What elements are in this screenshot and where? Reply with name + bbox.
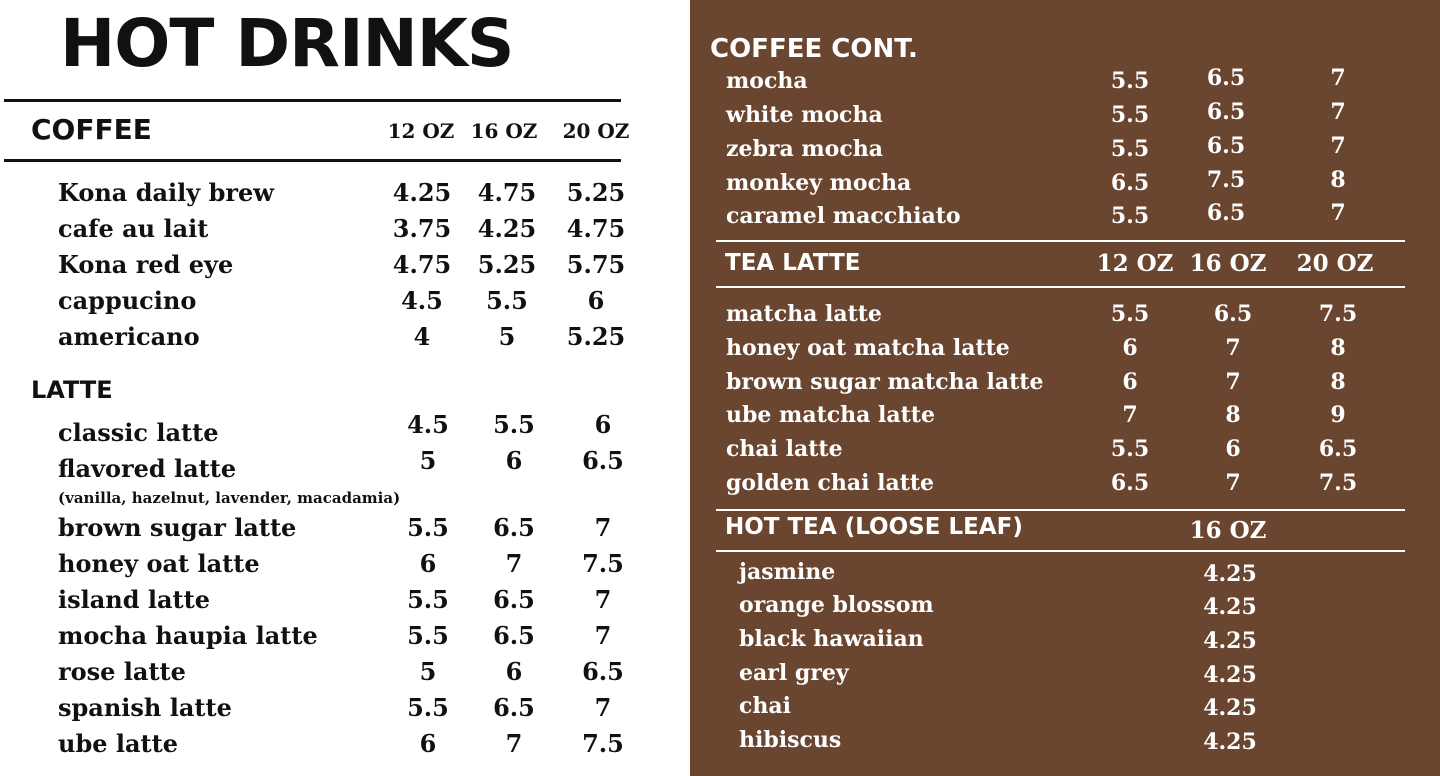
- menu-item: [726, 466, 1426, 500]
- price-20oz: 7.5: [582, 729, 624, 758]
- price-20oz: 7.5: [582, 549, 624, 578]
- price-16oz: 6.5: [493, 513, 535, 542]
- price-12oz: 4.25: [392, 178, 452, 207]
- price-16oz: 6.5: [493, 693, 535, 722]
- price-16oz: 6.5: [1213, 301, 1253, 327]
- menu-item: [58, 284, 658, 318]
- item-name: island latte: [58, 585, 210, 614]
- item-name: monkey mocha: [726, 170, 912, 196]
- price-12oz: 5.5: [407, 621, 449, 650]
- price-20oz: 7: [1330, 65, 1346, 91]
- price-20oz: 8: [1330, 369, 1346, 395]
- item-name: cafe au lait: [58, 214, 209, 243]
- item-name: hibiscus: [739, 727, 842, 753]
- price-12oz: 5.5: [1110, 136, 1150, 162]
- price-12oz: 5: [419, 657, 437, 686]
- item-name: cappucino: [58, 286, 197, 315]
- price-12oz: 5.5: [407, 513, 449, 542]
- item-name: golden chai latte: [726, 470, 935, 496]
- right-menu-panel: [690, 0, 1440, 776]
- price-16oz: 7: [505, 549, 523, 578]
- hot-tea-heading: HOT TEA (LOOSE LEAF): [725, 514, 1023, 540]
- menu-item: [739, 689, 1339, 723]
- item-name: mocha haupia latte: [58, 621, 318, 650]
- menu-item: [726, 365, 1426, 399]
- menu-item: [726, 64, 1426, 98]
- menu-item: [726, 331, 1426, 365]
- flavor-note: (vanilla, hazelnut, lavender, macadamia): [58, 489, 401, 507]
- price-12oz: 5.5: [1110, 436, 1150, 462]
- price-16oz: 4.25: [477, 214, 537, 243]
- price-12oz: 5.5: [407, 585, 449, 614]
- divider: [716, 550, 1405, 552]
- price-16oz: 7: [1225, 335, 1241, 361]
- menu-item: [726, 132, 1426, 166]
- price-16oz: 7: [505, 729, 523, 758]
- price-16oz: 4.25: [1203, 729, 1257, 755]
- divider: [716, 509, 1405, 511]
- price-20oz: 6.5: [1318, 436, 1358, 462]
- price-16oz: 6.5: [493, 621, 535, 650]
- price-16oz: 7.5: [1206, 167, 1246, 193]
- price-20oz: 6: [594, 410, 612, 439]
- price-12oz: 4.5: [401, 286, 443, 315]
- divider: [716, 286, 1405, 288]
- menu-item: [726, 297, 1426, 331]
- menu-item: [58, 212, 658, 246]
- divider: [4, 159, 621, 162]
- item-name: rose latte: [58, 657, 186, 686]
- price-16oz: 4.25: [1203, 662, 1257, 688]
- price-12oz: 6: [419, 729, 437, 758]
- price-16oz: 4.25: [1203, 695, 1257, 721]
- price-12oz: 5.5: [407, 693, 449, 722]
- price-16oz: 5: [498, 322, 516, 351]
- price-20oz: 6.5: [582, 657, 624, 686]
- menu-item: [58, 619, 658, 653]
- price-12oz: 6: [1122, 369, 1138, 395]
- price-20oz: 7: [594, 585, 612, 614]
- price-16oz: 4.25: [1203, 561, 1257, 587]
- size-16oz-header: 16 OZ: [1189, 250, 1267, 277]
- menu-item: [726, 432, 1426, 466]
- price-16oz: 6.5: [1206, 200, 1246, 226]
- price-12oz: 6.5: [1110, 170, 1150, 196]
- price-16oz: 6: [1225, 436, 1241, 462]
- price-20oz: 7: [594, 513, 612, 542]
- page-title: HOT DRINKS: [60, 5, 514, 82]
- price-12oz: 5.5: [1110, 68, 1150, 94]
- price-12oz: 5: [419, 446, 437, 475]
- menu-item: [726, 98, 1426, 132]
- price-16oz: 5.25: [477, 250, 537, 279]
- price-20oz: 7.5: [1318, 301, 1358, 327]
- price-12oz: 5.5: [1110, 102, 1150, 128]
- latte-heading: LATTE: [31, 376, 113, 404]
- menu-item: [58, 248, 658, 282]
- item-name: ube latte: [58, 729, 178, 758]
- menu-item: [58, 320, 658, 354]
- divider: [716, 240, 1405, 242]
- divider: [4, 99, 621, 102]
- item-name: mocha: [726, 68, 808, 94]
- left-menu-panel: [0, 0, 690, 776]
- size-20oz-header: 20 OZ: [1296, 250, 1374, 277]
- menu-item: [58, 727, 658, 761]
- size-12oz-header: 12 OZ: [1096, 250, 1174, 277]
- item-name: Kona red eye: [58, 250, 234, 279]
- item-name: honey oat matcha latte: [726, 335, 1010, 361]
- price-12oz: 3.75: [392, 214, 452, 243]
- item-name: zebra mocha: [726, 136, 883, 162]
- menu-item: [58, 655, 658, 689]
- price-20oz: 8: [1330, 167, 1346, 193]
- menu-item: [739, 555, 1339, 589]
- price-20oz: 7: [594, 693, 612, 722]
- price-12oz: 6: [419, 549, 437, 578]
- price-16oz: 6: [505, 446, 523, 475]
- price-20oz: 5.25: [566, 178, 626, 207]
- menu-item: [739, 656, 1339, 690]
- price-16oz: 6.5: [1206, 65, 1246, 91]
- tea-latte-heading: TEA LATTE: [725, 250, 861, 276]
- price-12oz: 4.75: [392, 250, 452, 279]
- price-16oz: 4.25: [1203, 628, 1257, 654]
- size-16oz-header: 16 OZ: [470, 119, 538, 143]
- price-20oz: 7: [594, 621, 612, 650]
- menu-item: [58, 176, 658, 210]
- menu-item: [58, 691, 658, 725]
- price-20oz: 8: [1330, 335, 1346, 361]
- item-name: Kona daily brew: [58, 178, 274, 207]
- price-20oz: 9: [1330, 402, 1346, 428]
- menu-item: [739, 723, 1339, 757]
- size-20oz-header: 20 OZ: [562, 119, 630, 143]
- price-16oz: 7: [1225, 369, 1241, 395]
- price-12oz: 6.5: [1110, 470, 1150, 496]
- item-name: earl grey: [739, 660, 849, 686]
- price-16oz: 6.5: [493, 585, 535, 614]
- item-name: honey oat latte: [58, 549, 260, 578]
- price-16oz: 4.25: [1203, 594, 1257, 620]
- item-name: black hawaiian: [739, 626, 924, 652]
- price-16oz: 6.5: [1206, 99, 1246, 125]
- price-16oz: 8: [1225, 402, 1241, 428]
- menu-item: [726, 166, 1426, 200]
- item-name: chai: [739, 693, 792, 719]
- price-20oz: 7.5: [1318, 470, 1358, 496]
- item-name: white mocha: [726, 102, 883, 128]
- price-16oz: 5.5: [493, 410, 535, 439]
- price-12oz: 5.5: [1110, 301, 1150, 327]
- price-20oz: 7: [1330, 133, 1346, 159]
- price-20oz: 7: [1330, 99, 1346, 125]
- price-12oz: 7: [1122, 402, 1138, 428]
- item-name: matcha latte: [726, 301, 882, 327]
- price-16oz: 6.5: [1206, 133, 1246, 159]
- size-12oz-header: 12 OZ: [387, 119, 455, 143]
- price-20oz: 4.75: [566, 214, 626, 243]
- menu-item: [739, 622, 1339, 656]
- price-20oz: 5.25: [566, 322, 626, 351]
- menu-item: [726, 398, 1426, 432]
- item-name: flavored latte: [58, 454, 237, 483]
- item-name: spanish latte: [58, 693, 232, 722]
- price-20oz: 6.5: [582, 446, 624, 475]
- price-16oz: 5.5: [486, 286, 528, 315]
- menu-item: [739, 588, 1339, 622]
- coffee-cont-heading: COFFEE CONT.: [710, 34, 918, 64]
- menu-item: [726, 199, 1426, 233]
- price-12oz: 5.5: [1110, 203, 1150, 229]
- size-16oz-header: 16 OZ: [1189, 517, 1267, 544]
- menu-item: [58, 583, 658, 617]
- item-name: caramel macchiato: [726, 203, 961, 229]
- price-20oz: 6: [587, 286, 605, 315]
- price-12oz: 6: [1122, 335, 1138, 361]
- item-name: brown sugar latte: [58, 513, 297, 542]
- coffee-heading: COFFEE: [31, 113, 152, 146]
- item-name: brown sugar matcha latte: [726, 369, 1044, 395]
- menu-item: [58, 511, 658, 545]
- price-20oz: 5.75: [566, 250, 626, 279]
- menu-item: [58, 547, 658, 581]
- item-name: orange blossom: [739, 592, 934, 618]
- item-name: ube matcha latte: [726, 402, 935, 428]
- price-16oz: 6: [505, 657, 523, 686]
- price-16oz: 7: [1225, 470, 1241, 496]
- price-20oz: 7: [1330, 200, 1346, 226]
- price-12oz: 4: [413, 322, 431, 351]
- price-12oz: 4.5: [407, 410, 449, 439]
- item-name: classic latte: [58, 418, 219, 447]
- item-name: jasmine: [739, 559, 836, 585]
- price-16oz: 4.75: [477, 178, 537, 207]
- menu-item: [58, 446, 658, 486]
- item-name: chai latte: [726, 436, 843, 462]
- item-name: americano: [58, 322, 200, 351]
